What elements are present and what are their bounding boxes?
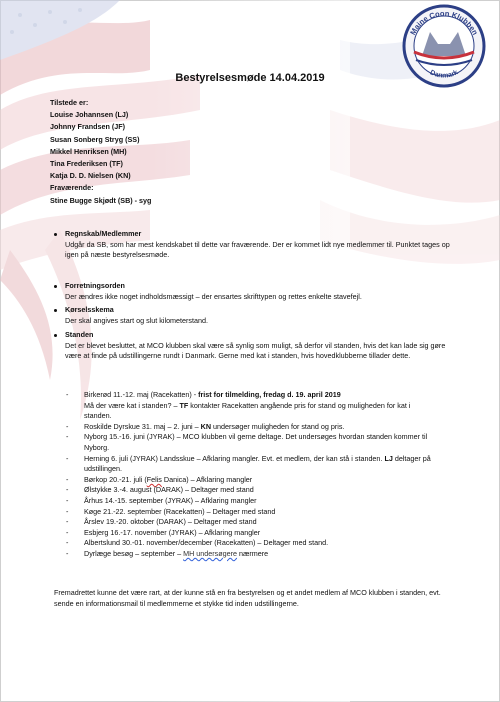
absent-label: Fraværende: bbox=[50, 183, 94, 193]
show-text: Birkerød 11.-12. maj (Racekatten) - bbox=[84, 390, 199, 399]
initials: KN bbox=[200, 421, 212, 431]
section-regnskab bbox=[54, 229, 453, 261]
section-heading: Regnskab/Medlemmer bbox=[65, 229, 142, 238]
show-text: Nyborg 15.-16. juni (JYRAK) – MCO klubben vil gerne deltage. Det undersøges hvordan standen kommer til Nyborg. bbox=[84, 432, 428, 452]
section-text: Udgår da SB, som har mest kendskabet til dette var fraværende. Der er kommet lidt nye medlemmer til. Punktet tages op igen på næste bestyrelsesmøde. bbox=[65, 239, 450, 260]
dash: - bbox=[66, 538, 69, 548]
dash: - bbox=[66, 495, 69, 505]
section-heading: Kørselsskema bbox=[65, 305, 114, 314]
section-heading: Forretningsorden bbox=[65, 281, 125, 290]
section-heading: Standen bbox=[65, 330, 94, 339]
present-member: Mikkel Henriksen (MH) bbox=[50, 146, 127, 156]
bullet-icon bbox=[54, 309, 57, 312]
section-text: Der ændres ikke noget indholdsmæssigt – der ensartes skrifttypen og rettes enkelte stavefejl. bbox=[65, 291, 362, 301]
present-member: Louise Johannsen (LJ) bbox=[50, 110, 129, 120]
dash: - bbox=[66, 453, 69, 463]
show-text: Albertslund 30.-01. november/december (Racekatten) – Deltager med stand. bbox=[84, 538, 329, 548]
show-text: Køge 21.-22. september (Racekatten) – Deltager med stand bbox=[84, 506, 276, 516]
bullet-icon bbox=[54, 334, 57, 337]
show-text: Dyrlæge besøg – september – bbox=[84, 548, 184, 558]
list-item bbox=[66, 454, 436, 475]
dash: - bbox=[66, 485, 69, 495]
document-title: Bestyrelsesmøde 14.04.2019 bbox=[175, 72, 325, 84]
deadline-text: frist for tilmelding, fredag d. 19. april 2019 bbox=[198, 390, 341, 399]
present-member: Katja D. D. Nielsen (KN) bbox=[50, 171, 131, 181]
show-text: Årslev 19.-20. oktober (DARAK) – Deltager med stand bbox=[84, 517, 257, 527]
section-korselsskema bbox=[54, 305, 453, 326]
show-text: Esbjerg 16.-17. november (JYRAK) – Afklaring mangler bbox=[84, 527, 261, 537]
attendance-block bbox=[50, 97, 151, 207]
show-text: kontakter Racekatten angående pris for stand og muligheden for kat i standen. bbox=[84, 400, 411, 421]
list-item bbox=[66, 517, 436, 528]
show-text: nærmere bbox=[237, 548, 269, 558]
show-text: Ølstykke 3.-4. august (DARAK) – Deltager med stand bbox=[84, 485, 254, 495]
dash: - bbox=[66, 527, 69, 537]
bullet-icon bbox=[54, 233, 57, 236]
list-item bbox=[66, 422, 436, 433]
section-forretningsorden bbox=[54, 281, 453, 302]
list-item bbox=[66, 549, 436, 560]
initials: TF bbox=[179, 400, 189, 410]
show-list bbox=[66, 390, 436, 560]
present-member: Johnny Frandsen (JF) bbox=[50, 122, 126, 132]
initials: LJ bbox=[384, 453, 393, 463]
dash: - bbox=[66, 517, 69, 527]
struck-text: MH undersøgere bbox=[183, 548, 238, 558]
dash: - bbox=[66, 474, 69, 484]
show-text: Må der være kat i standen? – bbox=[84, 400, 180, 410]
list-item bbox=[66, 538, 436, 549]
closing-paragraph: Fremadrettet kunne det være rart, at der kunne stå en fra bestyrelsen og et andet medlem af MCO klubben i standen, evt. sende en informationsmail til medlemmerne et stykke tid inden udstillingerne. bbox=[54, 588, 441, 608]
bullet-icon bbox=[54, 285, 57, 288]
list-item bbox=[66, 528, 436, 539]
show-text: Roskilde Dyrskue 31. maj – 2. juni – bbox=[84, 421, 201, 431]
list-item bbox=[66, 496, 436, 507]
present-member: Tina Frederiksen (TF) bbox=[50, 159, 123, 169]
list-item bbox=[66, 390, 436, 422]
dash: - bbox=[66, 506, 69, 516]
show-text: Danica) – Afklaring mangler bbox=[161, 474, 253, 484]
present-member: Susan Sonberg Stryg (SS) bbox=[50, 134, 140, 144]
list-item bbox=[66, 475, 436, 486]
list-item bbox=[66, 485, 436, 496]
logo-text-top: Maine Coon Klubben bbox=[408, 8, 480, 37]
dash: - bbox=[66, 421, 69, 431]
dash: - bbox=[66, 390, 69, 399]
show-text: Århus 14.-15. september (JYRAK) – Afklaring mangler bbox=[84, 495, 257, 505]
misspelled-word: Felis bbox=[146, 474, 162, 484]
show-text: undersøger muligheden for stand og pris. bbox=[211, 421, 345, 431]
section-standen bbox=[54, 330, 453, 362]
absent-member: Stine Bugge Skjødt (SB) - syg bbox=[50, 195, 152, 205]
show-text: Herning 6. juli (JYRAK) Landsskue – Afklaring mangler. Evt. et medlem, der kan stå i standen. bbox=[84, 453, 385, 463]
section-text: Det er blevet besluttet, at MCO klubben skal være så synlig som muligt, så derfor vil standen, hvis det kan lade sig gøre være at finde på udstillingerne rundt i Danmark. Gerne med kat i standen, hvis hovedklubberne tillader dette. bbox=[65, 340, 446, 361]
show-text: Børkop 20.-21. juli ( bbox=[84, 474, 147, 484]
present-label: Tilstede er: bbox=[50, 98, 89, 107]
logo-text-bottom: Danmark bbox=[428, 69, 460, 80]
dash: - bbox=[66, 548, 69, 558]
list-item bbox=[66, 507, 436, 518]
dash: - bbox=[66, 432, 69, 442]
show-text: deltager på udstillingen. bbox=[84, 453, 431, 474]
section-text: Der skal angives start og slut kilometerstand. bbox=[65, 315, 209, 325]
list-item bbox=[66, 432, 436, 453]
